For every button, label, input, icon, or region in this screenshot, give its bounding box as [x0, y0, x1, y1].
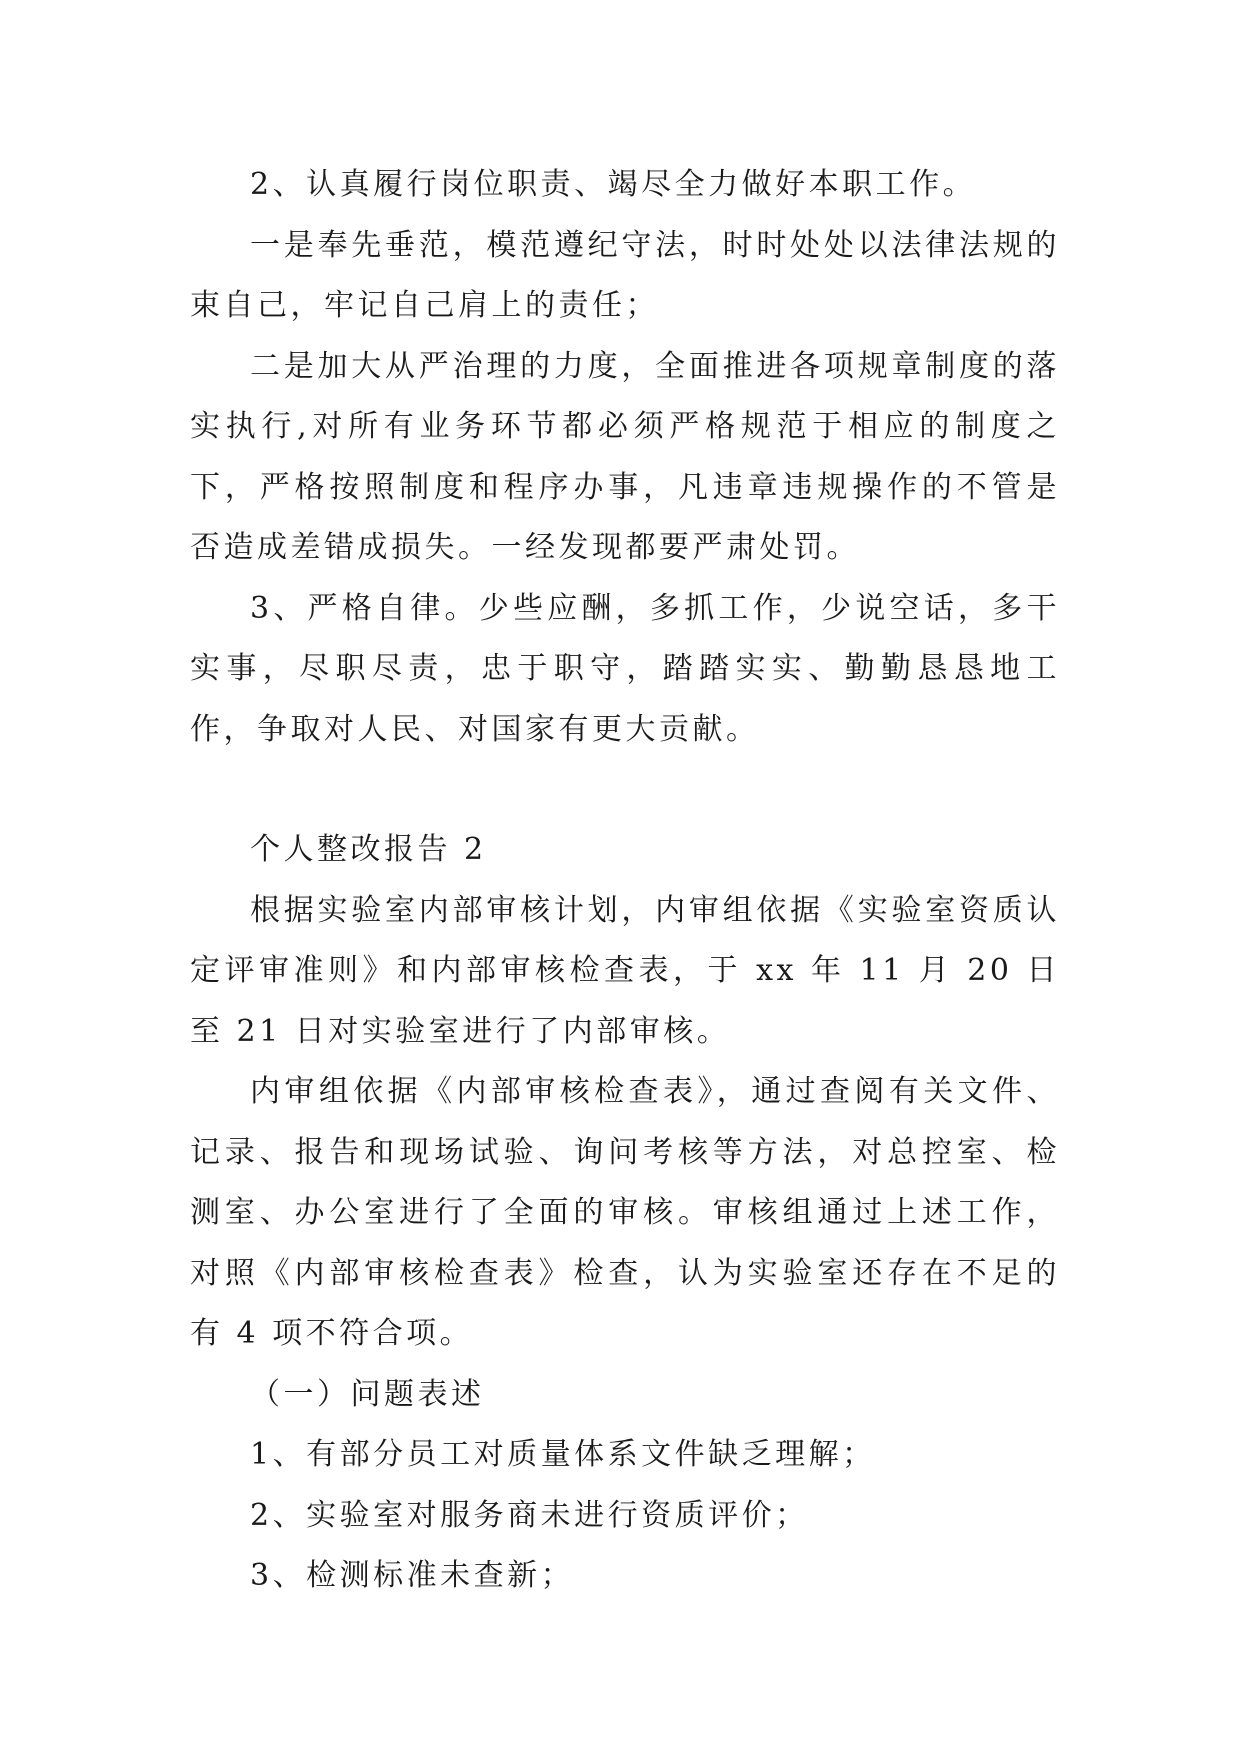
document-body [190, 155, 1060, 1607]
paragraph: 二是加大从严治理的力度，全面推进各项规章制度的落实执行,对所有业务环节都必须严格规范于相应的制度之下，严格按照制度和程序办事，凡违章违规操作的不管是否造成差错成损失。一经发现都要严肃处罚。 [190, 348, 1060, 565]
paragraph: 2、认真履行岗位职责、竭尽全力做好本职工作。 [250, 167, 977, 202]
paragraph: 一是奉先垂范，模范遵纪守法，时时处处以法律法规的束自己，牢记自己肩上的责任； [190, 227, 1060, 323]
section-spacer [190, 760, 1060, 820]
list-item: 3、检测标准未查新； [250, 1558, 575, 1593]
paragraph: 内审组依据《内部审核检查表》，通过查阅有关文件、记录、报告和现场试验、询问考核等方法，对总控室、检测室、办公室进行了全面的审核。审核组通过上述工作，对照《内部审核检查表》检查，认为实验室还存在不足的有 4 项不符合项。 [190, 1074, 1060, 1351]
paragraph: 根据实验室内部审核计划，内审组依据《实验室资质认定评审准则》和内部审核检查表，于 xx 年 11 月 20 日至 21 日对实验室进行了内部审核。 [190, 892, 1060, 1049]
subheading: （一）问题表述 [250, 1376, 485, 1412]
section-title: 个人整改报告 2 [250, 832, 487, 867]
paragraph: 3、严格自律。少些应酬，多抓工作，少说空话，多干实事，尽职尽责，忠于职守，踏踏实实、勤勤恳恳地工作，争取对人民、对国家有更大贡献。 [190, 590, 1060, 747]
list-item: 2、实验室对服务商未进行资质评价； [250, 1497, 809, 1533]
list-item: 1、有部分员工对质量体系文件缺乏理解； [250, 1437, 876, 1472]
